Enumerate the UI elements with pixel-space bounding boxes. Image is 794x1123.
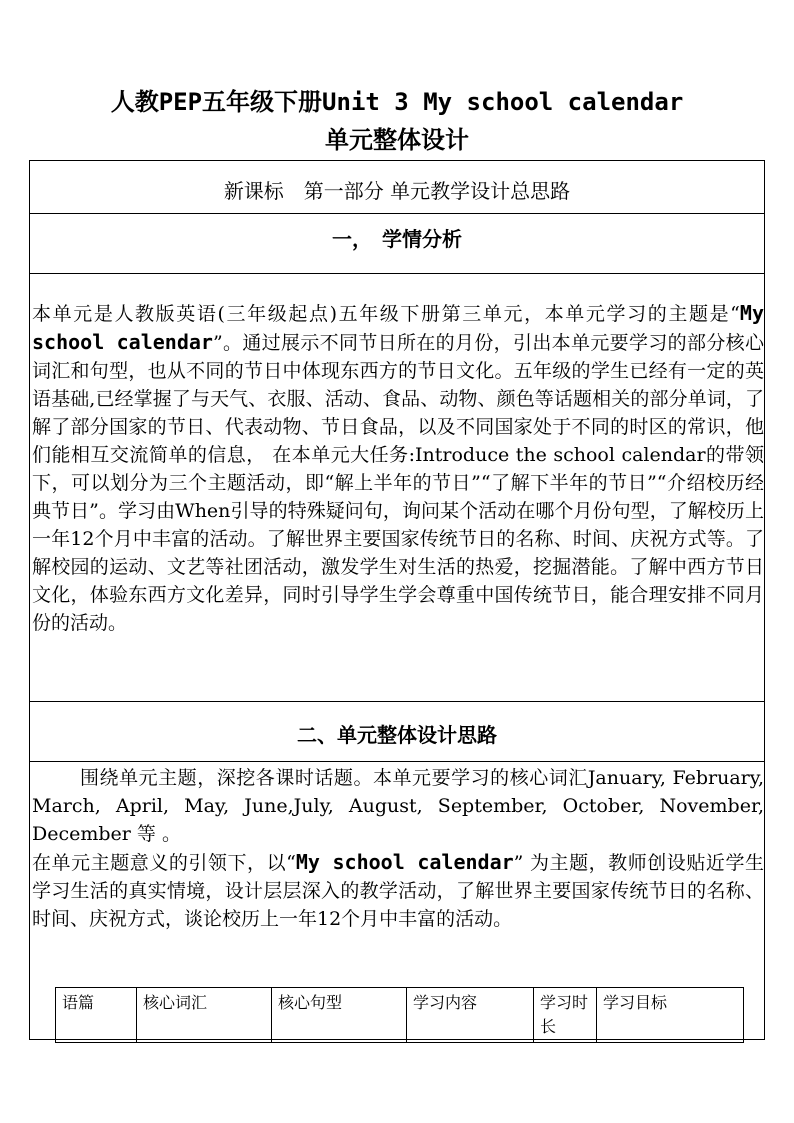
content-frame <box>29 160 765 1040</box>
part2-paragraph-design: 在单元主题意义的引领下，以“My school calendar” 为主题，教师创设贴近学生学习生活的真实情境，设计层层深入的教学活动，了解世界主要国家传统节日的名称、时间、庆祝方式，谈论校历上一年12个月中丰富的活动。 <box>32 850 764 930</box>
row-divider <box>30 701 764 702</box>
part1-paragraph: 本单元是人教版英语(三年级起点)五年级下册第三单元，本单元学习的主题是“My school calendar”。通过展示不同节日所在的月份，引出本单元要学习的部分核心词汇和句型，也从不同的节日中体现东西方的节日文化。五年级的学生已经有一定的英语基础,已经掌握了与天气、衣服、活动、食品、动物、颜色等话题相关的部分单词，了解了部分国家的节日、代表动物、节日食品，以及不同国家处于不同的时区的常识，他们能相互交流简单的信息， 在本单元大任务:Introduce the school calendar的带领下，可以划分为三个主题活动，即“解上半年的节日”“了解下半年的节日”“介绍校历经典节日”。学习由When引导的特殊疑问句，询问某个活动在哪个月份句型，了解校历上一年12个月中丰富的活动。了解世界主要国家传统节日的名称、时间、庆祝方式等。了解校园的运动、文艺等社团活动，激发学生对生活的热爱，挖掘潜能。了解中西方节日文化，体验东西方文化差异，同时引导学生学会尊重中国传统节日，能合理安排不同月份的活动。 <box>32 301 764 634</box>
table-header-row <box>56 988 744 1043</box>
table-header-cell: 学习时长 <box>534 988 597 1043</box>
part1-heading: 一， 学情分析 <box>332 227 462 251</box>
document-title: 人教PEP五年级下册Unit 3 My school calendar <box>110 88 684 116</box>
section-header: 新课标 第一部分 单元教学设计总思路 <box>223 179 571 203</box>
row-divider <box>30 273 764 274</box>
document-subtitle: 单元整体设计 <box>325 126 469 154</box>
topic-highlight: My school calendar <box>295 850 514 874</box>
row-divider <box>30 213 764 214</box>
table-header-cell: 核心词汇 <box>137 988 272 1043</box>
table-header-cell: 核心句型 <box>272 988 407 1043</box>
table-header-cell: 语篇 <box>56 988 137 1043</box>
table-header-cell: 学习内容 <box>407 988 534 1043</box>
topic-highlight: My school calendar <box>32 301 764 354</box>
table-header-cell: 学习目标 <box>597 988 744 1043</box>
part2-paragraph-vocab: 围绕单元主题，深挖各课时话题。本单元要学习的核心词汇January, February, March, April, May, June,July, August, September, October, November, December 等 。 <box>32 767 764 845</box>
part2-heading: 二、单元整体设计思路 <box>297 723 497 747</box>
lesson-plan-table <box>55 987 744 1043</box>
part2-paragraphs <box>32 764 764 933</box>
row-divider <box>30 761 764 762</box>
